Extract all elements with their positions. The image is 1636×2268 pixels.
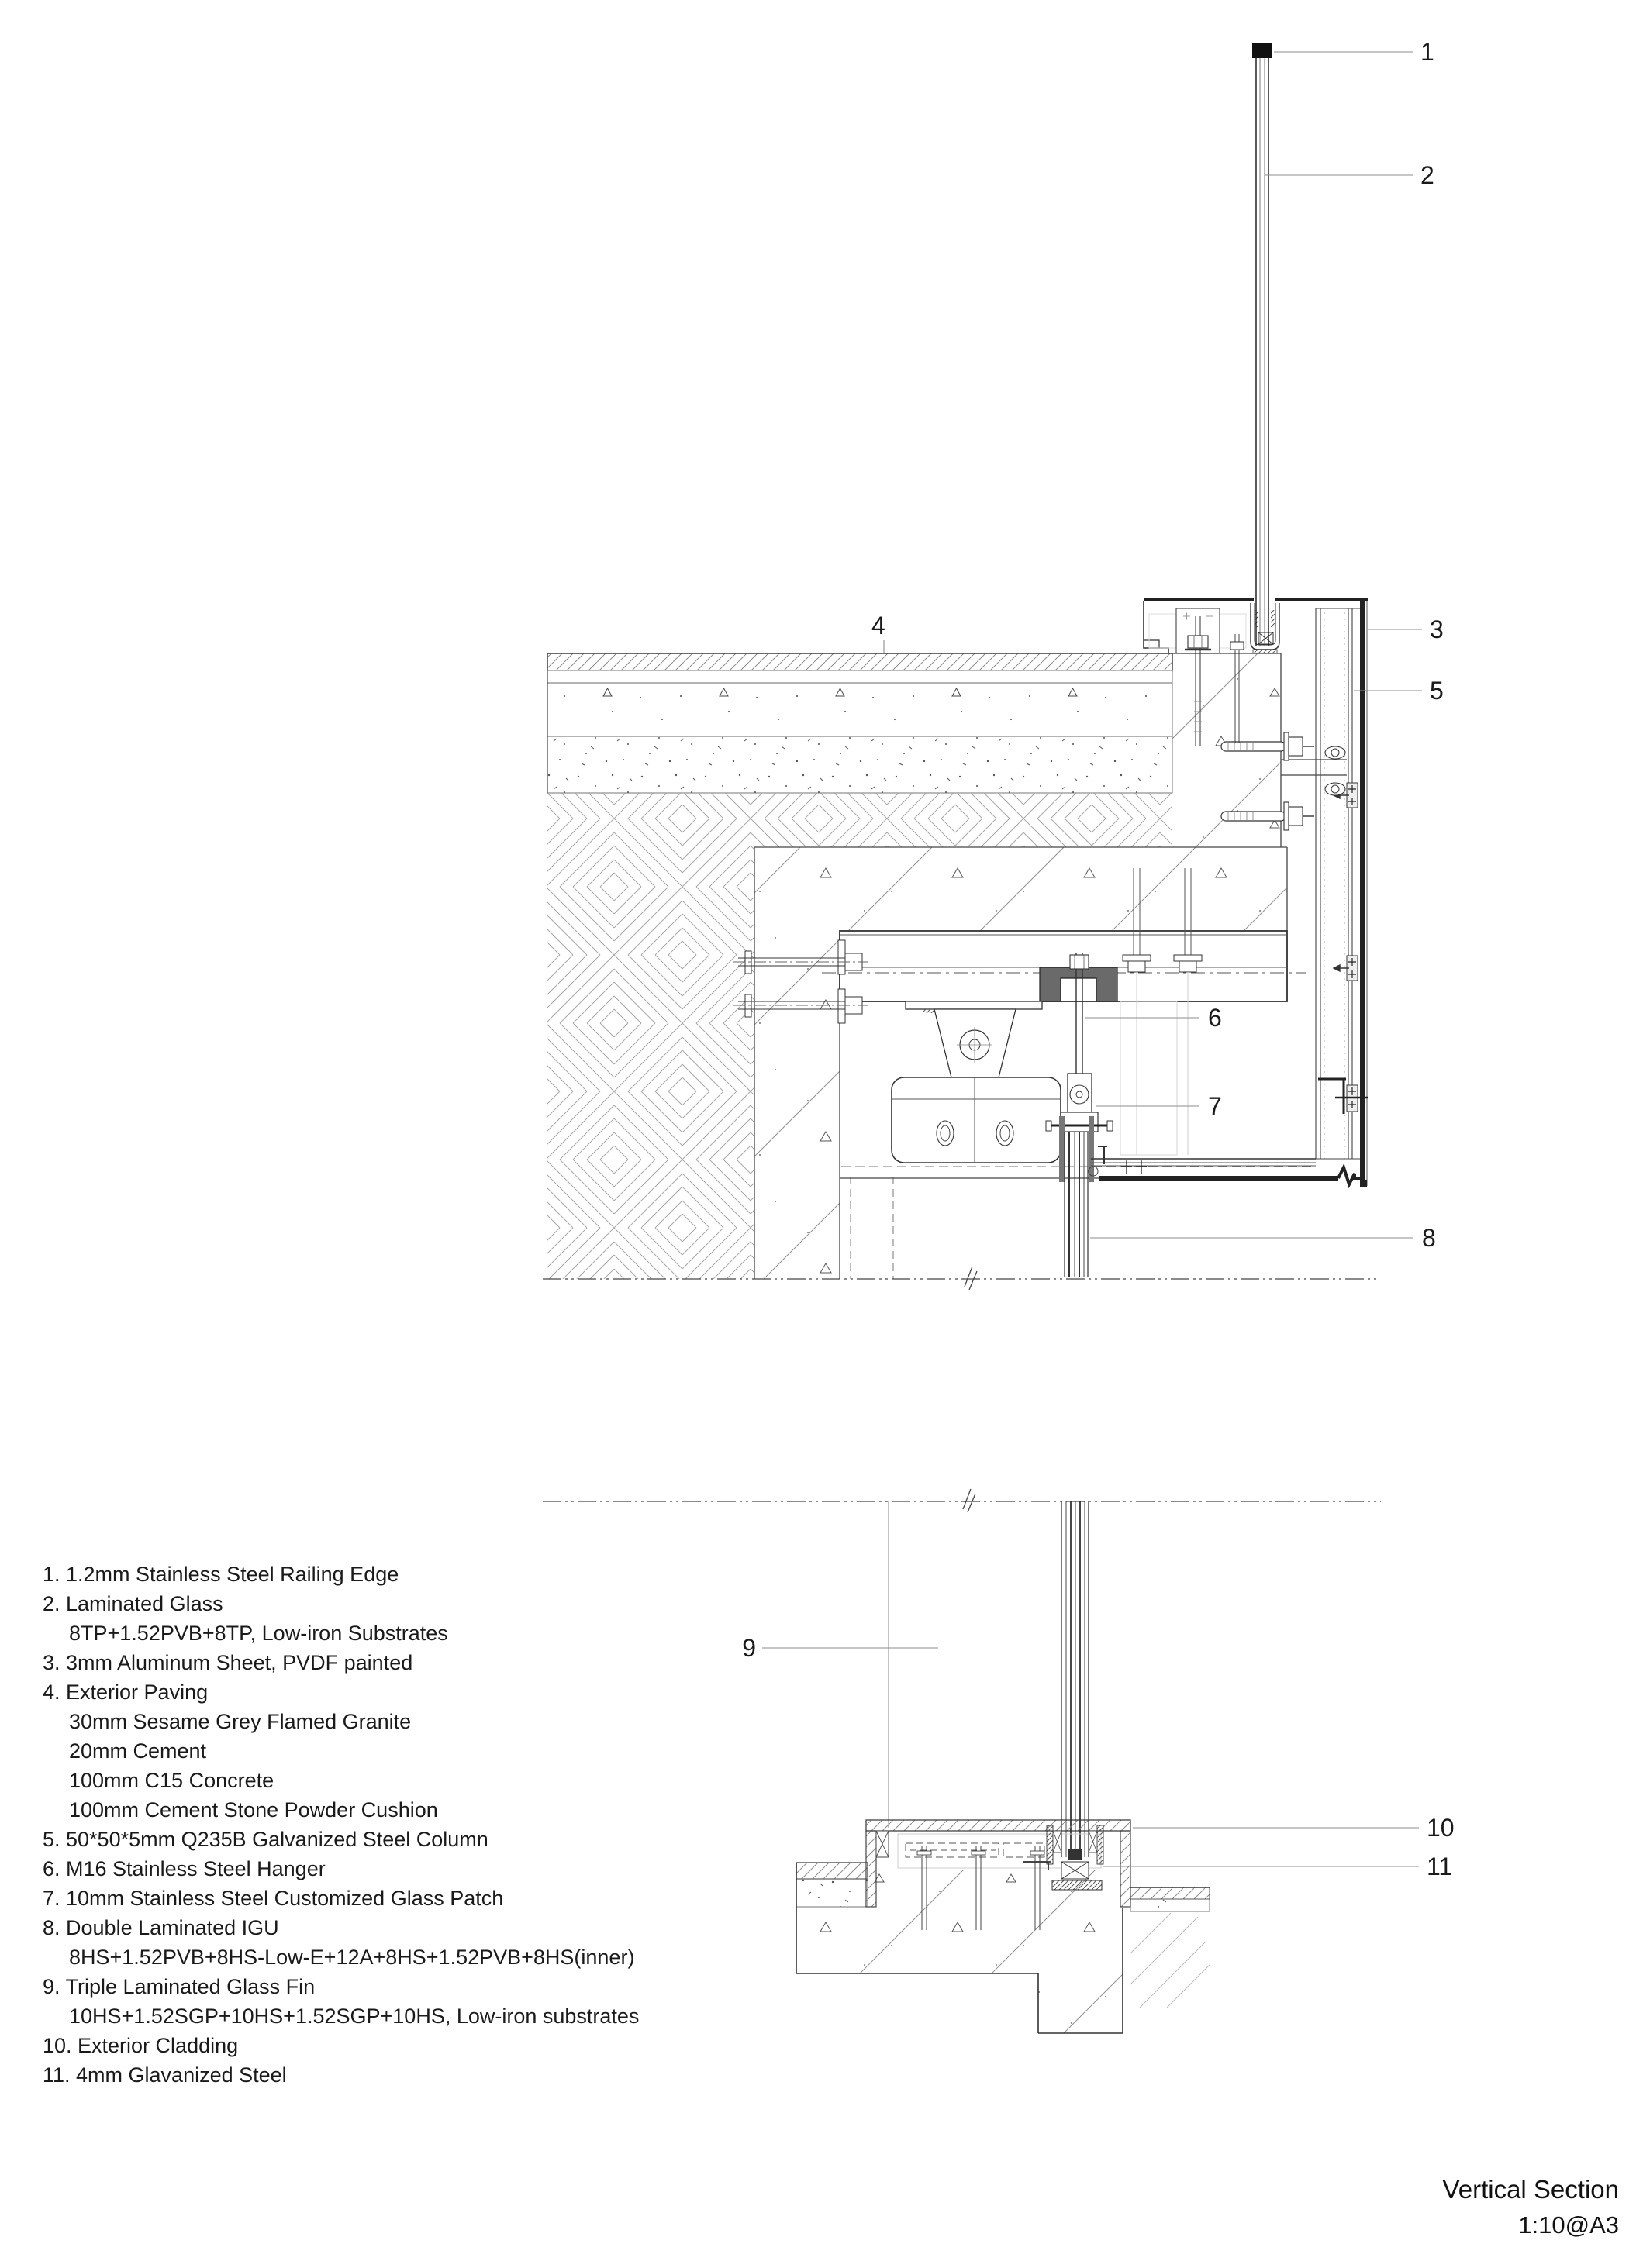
- legend-line: 9. Triple Laminated Glass Fin: [43, 1975, 316, 1998]
- glass-fin-top: [1065, 1132, 1088, 1277]
- mullion-column: [1316, 601, 1367, 1187]
- callout-7: 7: [1208, 1092, 1222, 1120]
- callout-11: 11: [1427, 1853, 1453, 1880]
- callout-3: 3: [1430, 615, 1444, 643]
- steel-beam: [822, 931, 1306, 1001]
- callout-6: 6: [1208, 1004, 1222, 1032]
- callout-1: 1: [1420, 38, 1434, 66]
- legend-line: 6. M16 Stainless Steel Hanger: [43, 1857, 326, 1880]
- callout-5: 5: [1430, 677, 1444, 705]
- railing-glass: [1252, 43, 1272, 646]
- legend-line: 8HS+1.52PVB+8HS-Low-E+12A+8HS+1.52PVB+8HS(inner): [69, 1946, 635, 1969]
- legend-line: 30mm Sesame Grey Flamed Granite: [69, 1710, 412, 1733]
- legend-line: 4. Exterior Paving: [43, 1680, 209, 1704]
- legend-line: 100mm C15 Concrete: [69, 1769, 274, 1792]
- hanger-bracket: [892, 1001, 1061, 1163]
- callout-9: 9: [742, 1634, 756, 1662]
- exterior-ground: [1130, 1887, 1210, 2008]
- glass-fin-bottom: [1061, 1501, 1089, 1860]
- cement-layer: [547, 670, 1172, 683]
- exterior-paving-layers: [547, 653, 1172, 793]
- legend-line: 20mm Cement: [69, 1739, 207, 1763]
- break-line-bottom: [543, 1489, 1381, 1512]
- legend-line: 100mm Cement Stone Powder Cushion: [69, 1798, 438, 1822]
- cushion-layer: [547, 736, 1172, 793]
- callout-8: 8: [1422, 1224, 1436, 1252]
- legend-line: 5. 50*50*5mm Q235B Galvanized Steel Column: [43, 1828, 488, 1851]
- callout-4: 4: [871, 612, 885, 639]
- drawing-title: Vertical Section: [1442, 2175, 1619, 2204]
- drawing-scale: 1:10@A3: [1518, 2211, 1619, 2239]
- bottom-paving: [796, 1863, 868, 1907]
- legend-line: 10. Exterior Cladding: [43, 2034, 239, 2057]
- legend-line: 11. 4mm Glavanized Steel: [43, 2063, 287, 2087]
- legend: [43, 1560, 694, 2090]
- legend-line: 7. 10mm Stainless Steel Customized Glass Patch: [43, 1887, 504, 1910]
- legend-line: 1. 1.2mm Stainless Steel Railing Edge: [43, 1563, 399, 1586]
- c15-concrete-layer: [547, 683, 1172, 736]
- title-block: [1443, 2172, 1619, 2243]
- legend-line: 2. Laminated Glass: [43, 1592, 223, 1615]
- legend-line: 8. Double Laminated IGU: [43, 1916, 279, 1939]
- granite-layer: [547, 653, 1172, 670]
- legend-line: 3. 3mm Aluminum Sheet, PVDF painted: [43, 1651, 413, 1674]
- callout-10: 10: [1427, 1814, 1455, 1842]
- callout-2: 2: [1420, 161, 1434, 189]
- transom-assembly: [1089, 1146, 1365, 1184]
- legend-line: 8TP+1.52PVB+8TP, Low-iron Substrates: [69, 1622, 448, 1645]
- top-detail: [543, 43, 1376, 1290]
- legend-line: 10HS+1.52SGP+10HS+1.52SGP+10HS, Low-iron substrates: [69, 2004, 640, 2028]
